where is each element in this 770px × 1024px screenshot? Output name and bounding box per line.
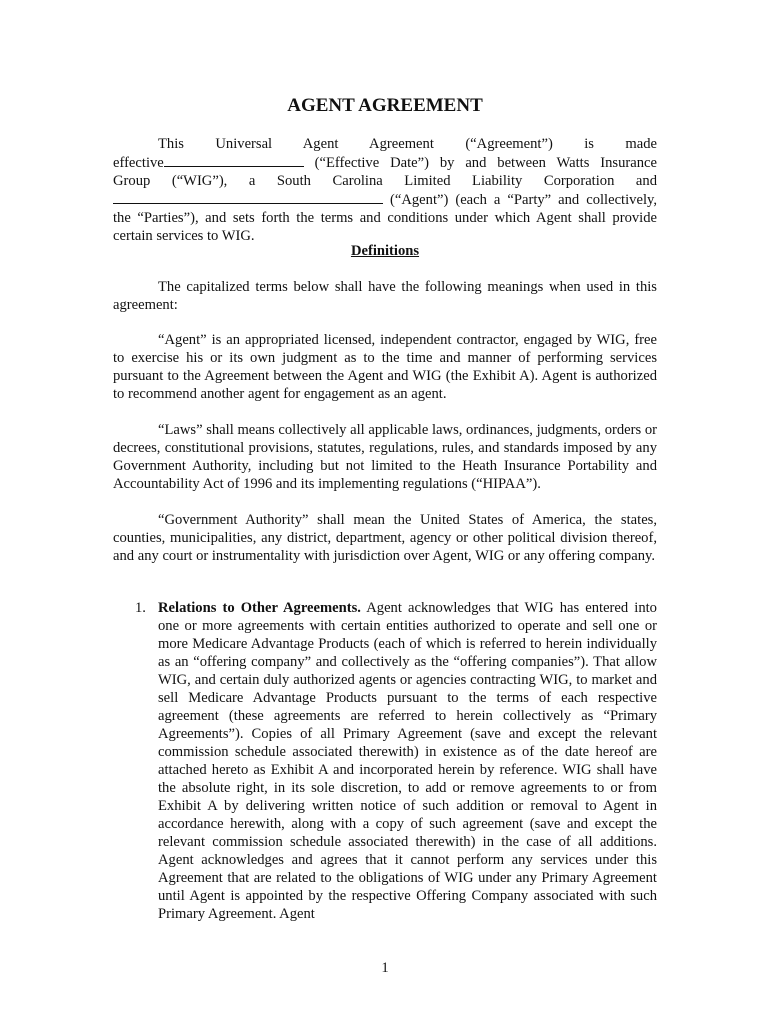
intro-paragraph (113, 135, 657, 245)
definitions-intro: The capitalized terms below shall have the following meanings when used in this agreement: (113, 279, 657, 313)
intro-line-3: Group (“WIG”), a South Carolina Limited Liability Corporation and (113, 173, 657, 189)
definitions-heading: Definitions (350, 243, 420, 259)
definition-laws: “Laws” shall means collectively all applicable laws, ordinances, judgments, orders or decrees, constitutional provisions, statutes, regulations, rules, and standards imposed by any Government Authority, including but not limited to the Heath Insurance Portability and Accountability Act of 1996 and its implementing regulations (“HIPAA”). (113, 422, 657, 492)
page-number: 1 (381, 960, 389, 976)
agent-name-blank[interactable] (113, 190, 383, 204)
intro-line-1: This Universal Agent Agreement (“Agreement”) is made (158, 136, 658, 152)
section-1-heading: Relations to Other Agreements. (158, 600, 361, 616)
intro-line-2: effective (“Effective Date”) by and between Watts Insurance (113, 155, 657, 171)
document-title: AGENT AGREEMENT (287, 95, 483, 116)
section-1-text (158, 599, 657, 923)
intro-line-5: the “Parties”), and sets forth the terms and conditions under which Agent shall provide (113, 210, 657, 226)
intro-line-6: certain services to WIG. (113, 228, 255, 244)
effective-date-blank[interactable] (164, 153, 304, 167)
section-1-body: Agent acknowledges that WIG has entered into one or more agreements with certain entities authorized to operate and sell one or more Medicare Advantage Products (each of which is referred to herein individually as an “offering company” and collectively as the “offering companies”). That allow WIG, and certain duly authorized agents or agencies contracting WIG, to market and sell Medicare Advantage Products pursuant to the terms of each respective agreement (these agreements are referred to herein collectively as “Primary Agreements”). Copies of all Primary Agreement (save and except the relevant commission schedule associated therewith) in existence as of the date hereof are attached hereto as Exhibit A and incorporated herein by reference. WIG shall have the absolute right, in its sole discretion, to add or remove agreements to or from Exhibit A by delivering written notice of such addition or removal to Agent in accordance herewith, along with a copy of such agreement (save and except the relevant commission schedule associated therewith) in the case of all additions. Agent acknowledges and agrees that it cannot perform any services under this Agreement that are related to the obligations of WIG under any Primary Agreement until Agent is appointed by the respective Offering Company associated with such Primary Agreement. Agent (158, 600, 657, 922)
intro-line-4: (“Agent”) (each a “Party” and collectively, (113, 190, 657, 209)
definition-agent: “Agent” is an appropriated licensed, independent contractor, engaged by WIG, free to exercise his or its own judgment as to the time and manner of performing services pursuant to the Agreement between the Agent and WIG (the Exhibit A). Agent is authorized to recommend another agent for engagement as an agent. (113, 332, 657, 402)
section-1-number: 1. (135, 600, 146, 616)
definition-government-authority: “Government Authority” shall mean the United States of America, the states, counties, municipalities, any district, department, agency or other political division thereof, and any court or instrumentality with jurisdiction over Agent, WIG or any offering company. (113, 512, 657, 564)
